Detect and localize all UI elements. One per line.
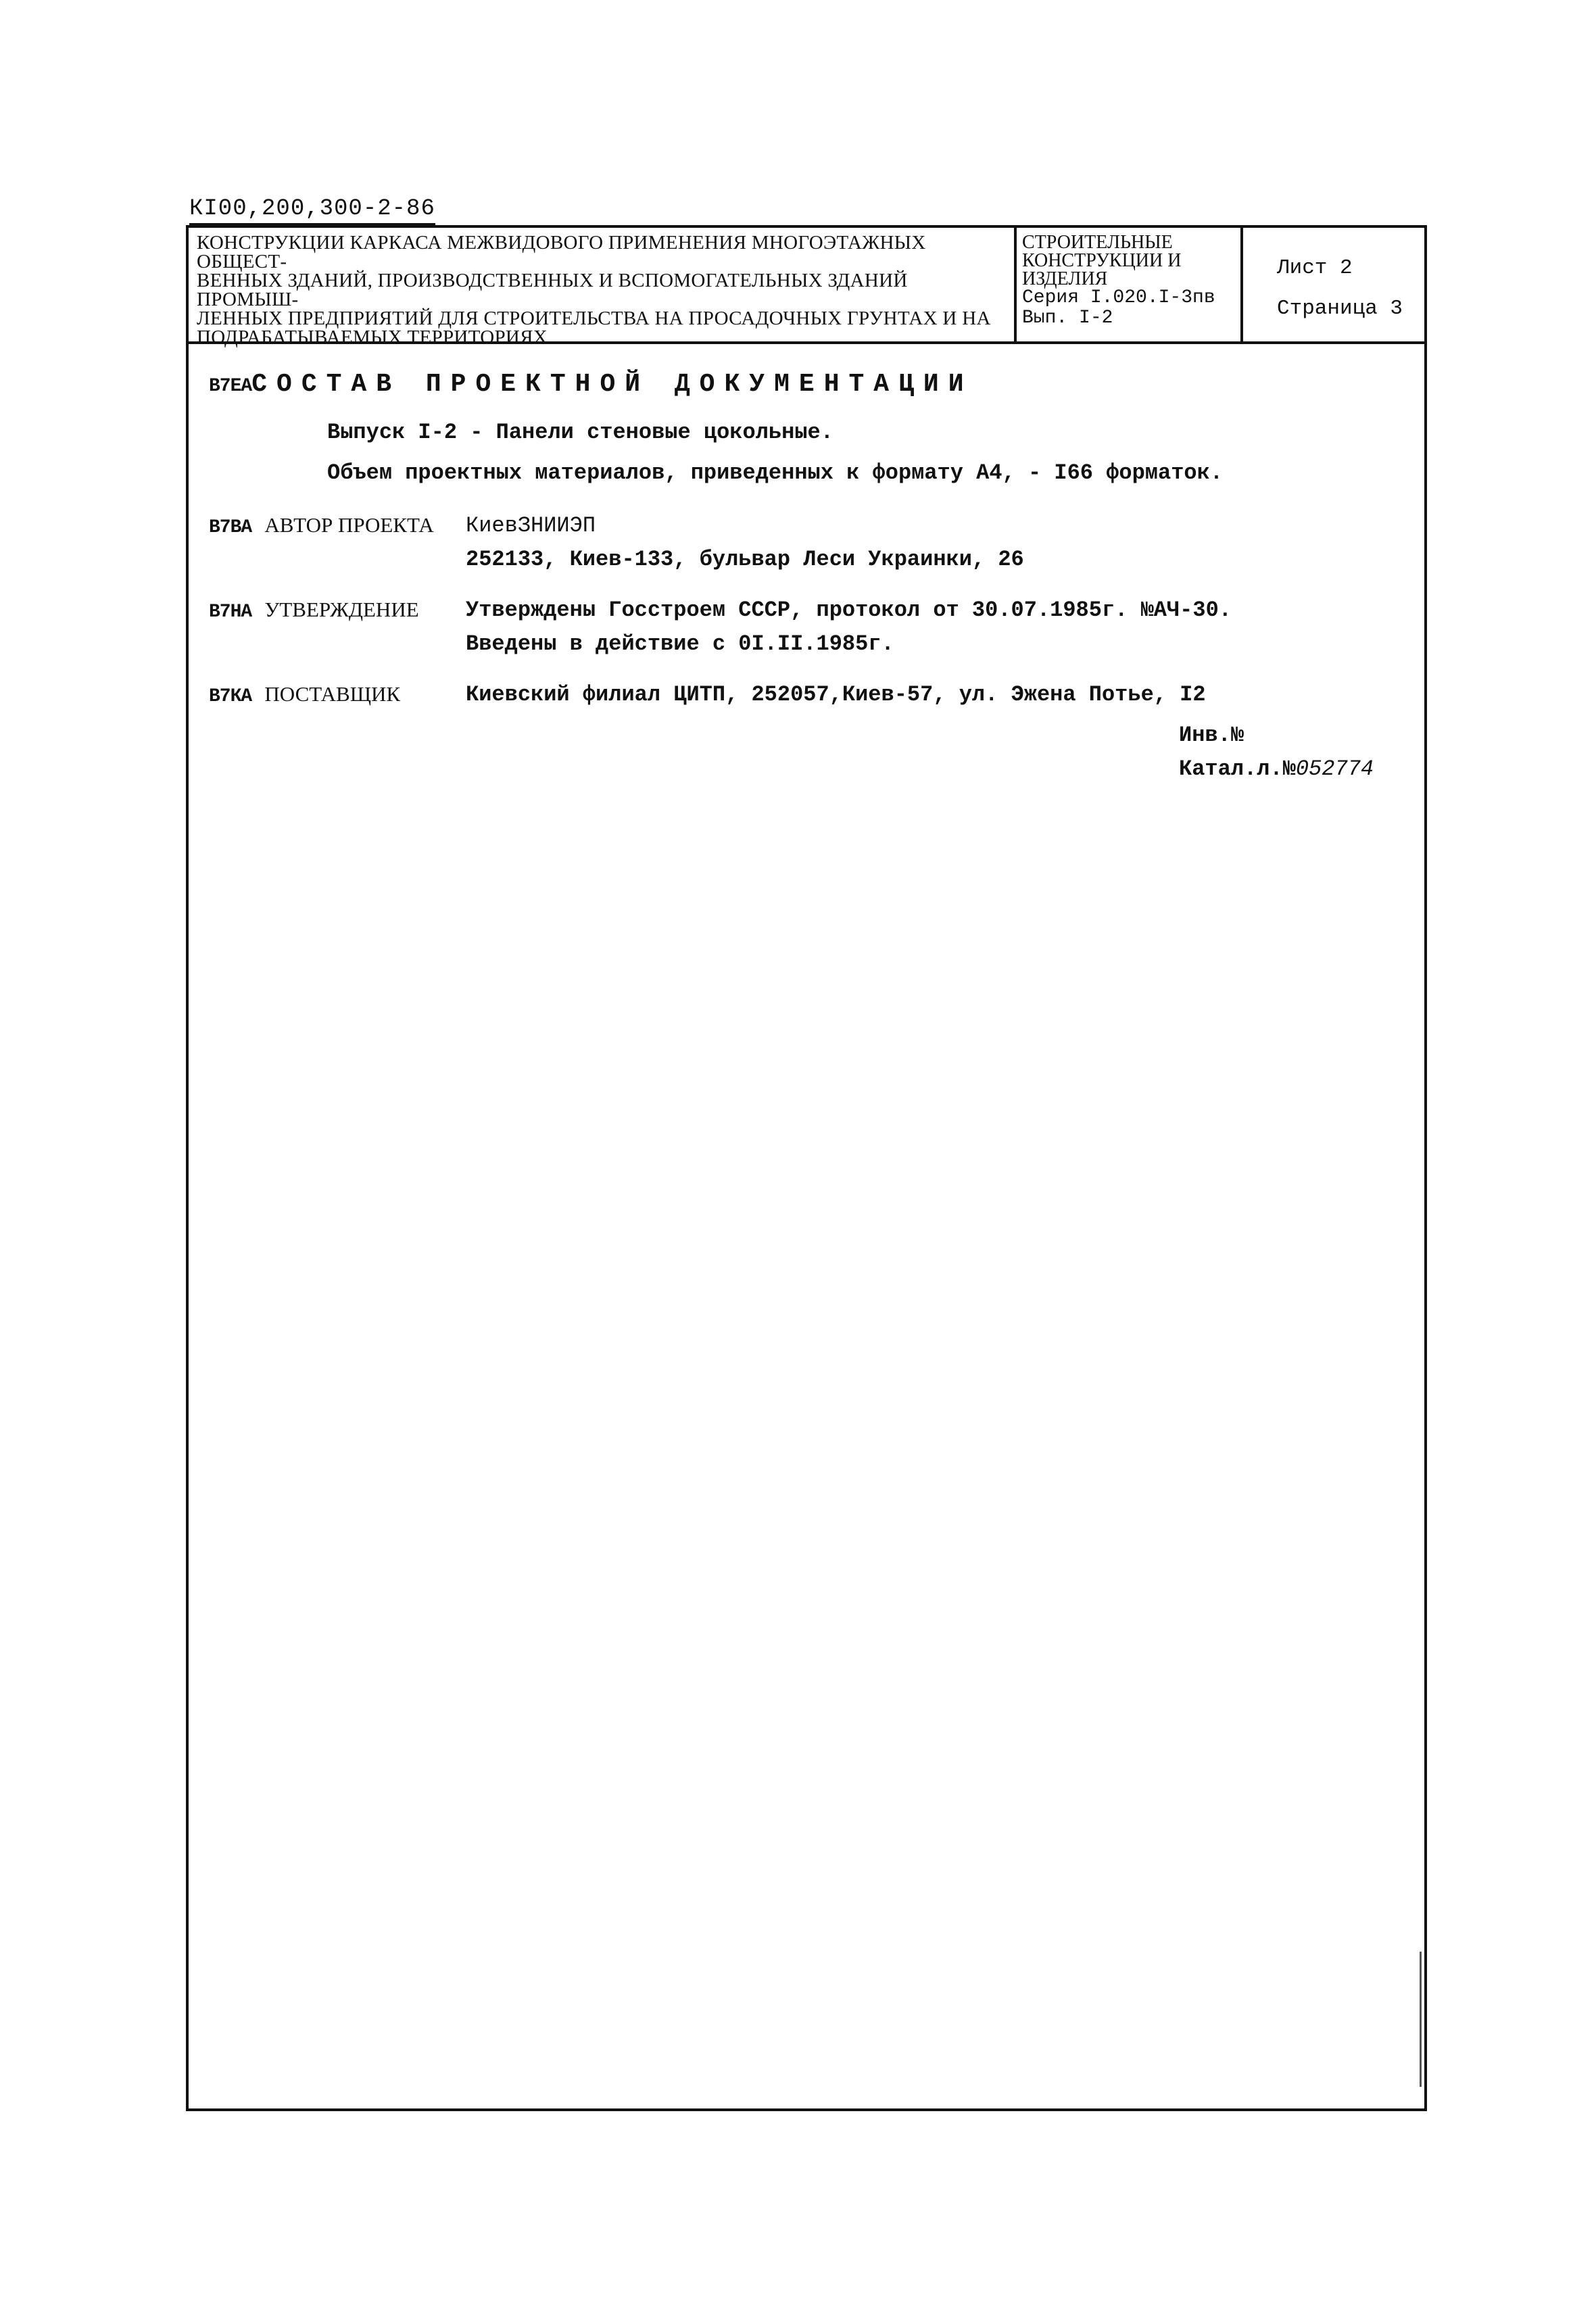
volume-line: Объем проектных материалов, приведенных к формату А4, - I66 форматок.: [327, 460, 1224, 485]
category-line: СТРОИТЕЛЬНЫЕ: [1022, 232, 1173, 253]
sheet-number: Лист 2: [1277, 256, 1353, 280]
issue-line: Выпуск I-2 - Панели стеновые цокольные.: [327, 420, 833, 445]
author-code: В7ВА: [209, 517, 252, 538]
title-block: [189, 228, 1424, 348]
issue-number: Вып. I-2: [1022, 308, 1113, 329]
series-number: Серия I.020.I-3пв: [1022, 287, 1215, 308]
approval-entry-header: [209, 598, 419, 623]
title-line: КОНСТРУКЦИИ КАРКАСА МЕЖВИДОВОГО ПРИМЕНЕНИЯ МНОГОЭТАЖНЫХ ОБЩЕСТ-: [197, 232, 926, 272]
catalog-number: 052774: [1295, 756, 1374, 781]
page-number: Страница 3: [1277, 297, 1403, 320]
catalog-label: Катал.л.№: [1179, 756, 1296, 781]
document-code: КI00,200,300-2-86: [189, 196, 435, 225]
supplier-code: В7КА: [209, 686, 252, 707]
heading-code: В7ЕА: [209, 376, 252, 397]
section-heading: [209, 370, 973, 399]
title-line: ЛЕННЫХ ПРЕДПРИЯТИЙ ДЛЯ СТРОИТЕЛЬСТВА НА ПРОСАДОЧНЫХ ГРУНТАХ И НА: [197, 308, 991, 329]
category-line: ИЗДЕЛИЯ: [1022, 268, 1108, 289]
margin-line: [1420, 1952, 1422, 2087]
approval-code: В7НА: [209, 602, 252, 623]
title-block-series: [1017, 228, 1243, 341]
title-block-title: [189, 228, 1017, 348]
page-frame: [186, 225, 1427, 2111]
category-line: КОНСТРУКЦИИ И: [1022, 250, 1182, 271]
inventory-label: Инв.№: [1179, 723, 1244, 748]
author-line: КиевЗНИИЭП: [466, 513, 596, 538]
title-line: ВЕННЫХ ЗДАНИЙ, ПРОИЗВОДСТВЕННЫХ И ВСПОМОГАТЕЛЬНЫХ ЗДАНИЙ ПРОМЫШ-: [197, 270, 908, 310]
catalog-entry: [1179, 756, 1374, 781]
author-line: 252133, Киев-133, бульвар Леси Украинки, 26: [466, 547, 1024, 572]
supplier-entry-header: [209, 682, 400, 708]
supplier-line: Киевский филиал ЦИТП, 252057,Киев-57, ул. Эжена Потье, I2: [466, 682, 1206, 707]
approval-line: Введены в действие с 0I.II.1985г.: [466, 631, 894, 656]
title-line: ПОДРАБАТЫВАЕМЫХ ТЕРРИТОРИЯХ: [197, 327, 548, 348]
title-block-sheet: [1243, 228, 1424, 341]
approval-label: УТВЕРЖДЕНИЕ: [264, 598, 419, 621]
author-label: АВТОР ПРОЕКТА: [264, 513, 434, 537]
heading-text: СОСТАВ ПРОЕКТНОЙ ДОКУМЕНТАЦИИ: [251, 370, 973, 399]
approval-line: Утверждены Госстроем СССР, протокол от 30.07.1985г. №АЧ-30.: [466, 598, 1232, 623]
supplier-label: ПОСТАВЩИК: [264, 682, 401, 706]
author-entry-header: [209, 513, 434, 539]
